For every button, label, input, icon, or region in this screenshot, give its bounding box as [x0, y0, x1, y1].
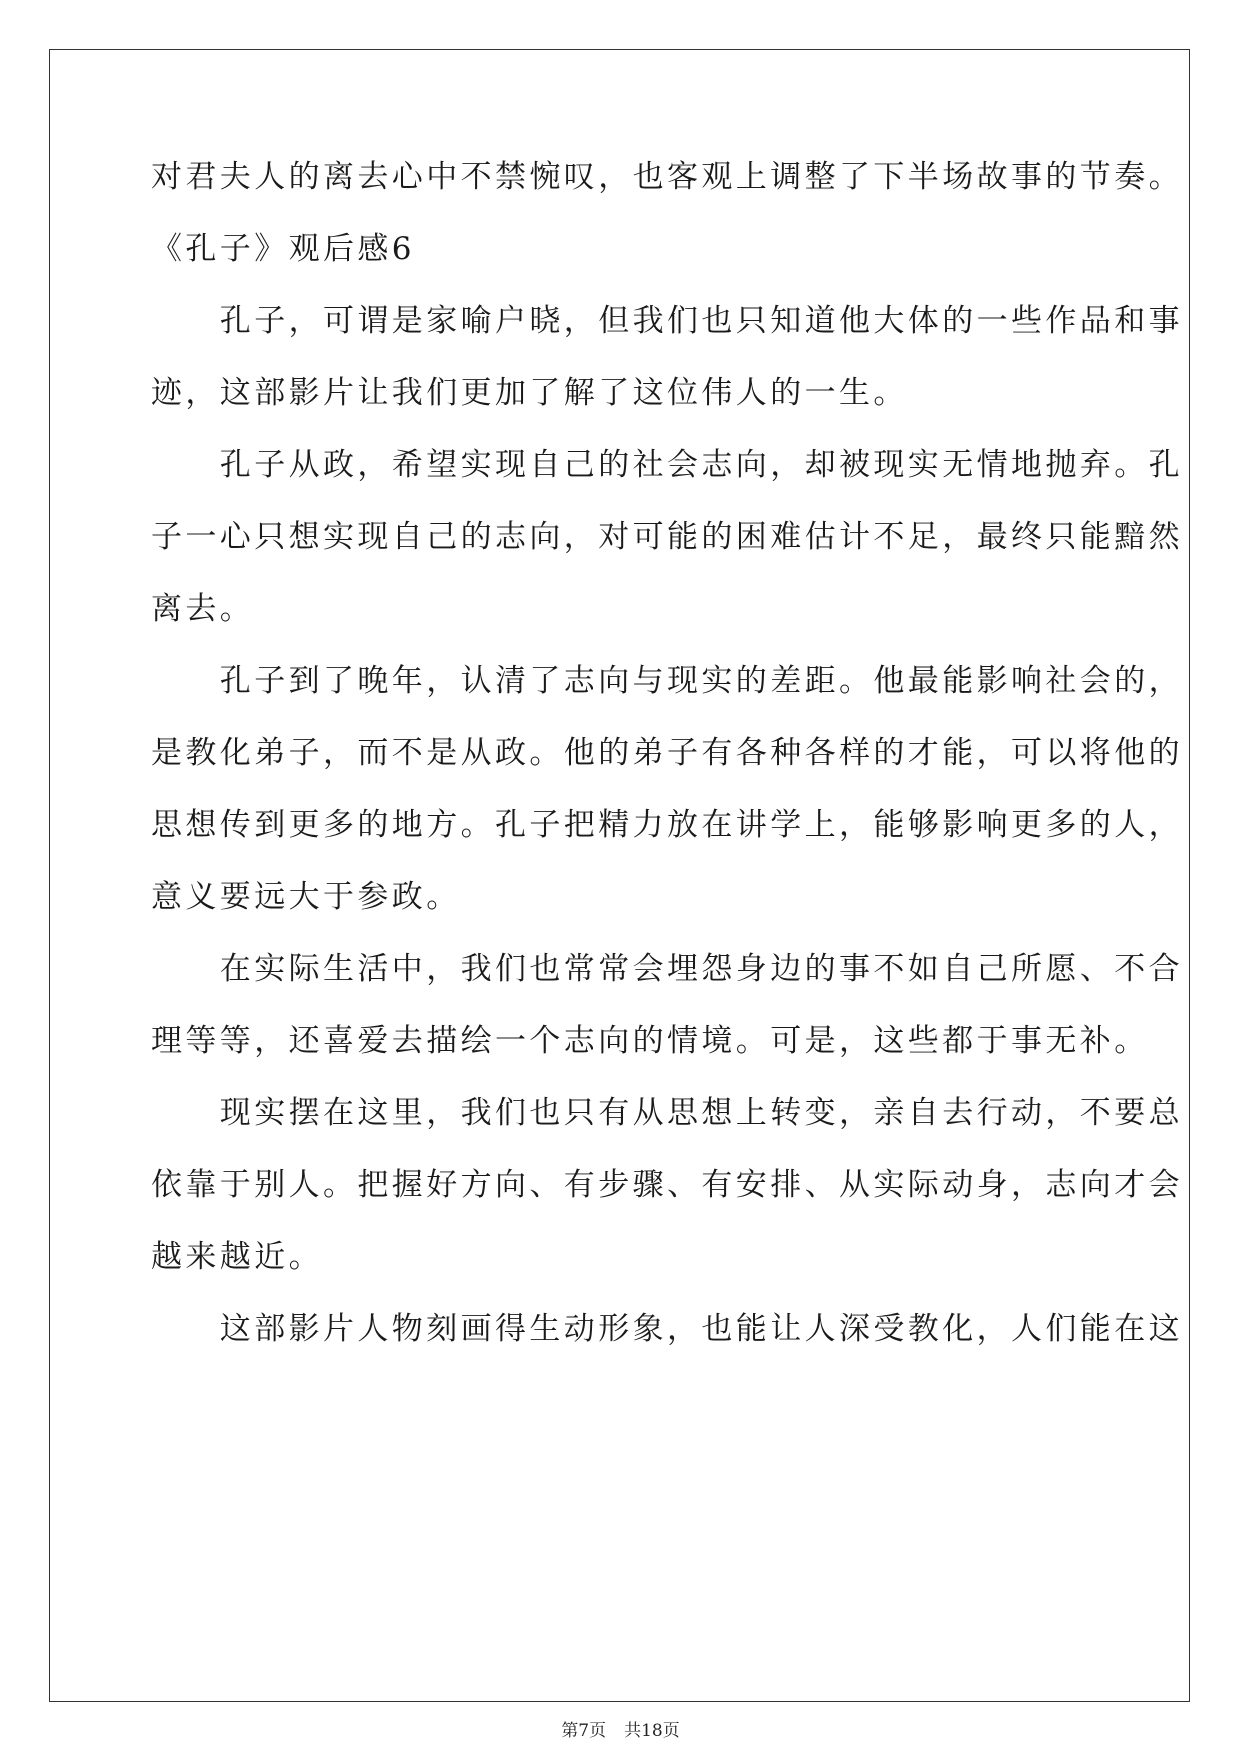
text-line: 孔子，可谓是家喻户晓，但我们也只知道他大体的一些作品和事	[151, 303, 1183, 339]
text-line: 依靠于别人。把握好方向、有步骤、有安排、从实际动身，志向才会	[151, 1167, 1183, 1203]
page-border	[49, 49, 1190, 1702]
text-line: 孔子到了晚年，认清了志向与现实的差距。他最能影响社会的，	[151, 663, 1183, 699]
text-line: 理等等，还喜爱去描绘一个志向的情境。可是，这些都于事无补。	[151, 1023, 1149, 1059]
text-line: 迹，这部影片让我们更加了解了这位伟人的一生。	[151, 375, 908, 411]
text-line: 思想传到更多的地方。孔子把精力放在讲学上，能够影响更多的人，	[151, 807, 1183, 843]
text-line: 在实际生活中，我们也常常会埋怨身边的事不如自己所愿、不合	[151, 951, 1183, 987]
text-line: 意义要远大于参政。	[151, 879, 461, 915]
page-total: 共18页	[624, 1721, 680, 1741]
text-line: 对君夫人的离去心中不禁惋叹，也客观上调整了下半场故事的节奏。	[151, 159, 1183, 195]
text-line: 孔子从政，希望实现自己的社会志向，却被现实无情地抛弃。孔	[151, 447, 1183, 483]
section-heading: 《孔子》观后感6	[151, 231, 415, 267]
page-number: 第7页	[561, 1721, 607, 1741]
page-footer	[0, 1721, 1241, 1741]
text-line: 是教化弟子，而不是从政。他的弟子有各种各样的才能，可以将他的	[151, 735, 1183, 771]
text-line: 离去。	[151, 591, 255, 627]
text-line: 越来越近。	[151, 1239, 323, 1275]
text-line: 子一心只想实现自己的志向，对可能的困难估计不足，最终只能黯然	[151, 519, 1183, 555]
text-line: 现实摆在这里，我们也只有从思想上转变，亲自去行动，不要总	[151, 1095, 1183, 1131]
text-line: 这部影片人物刻画得生动形象，也能让人深受教化，人们能在这	[151, 1311, 1183, 1347]
